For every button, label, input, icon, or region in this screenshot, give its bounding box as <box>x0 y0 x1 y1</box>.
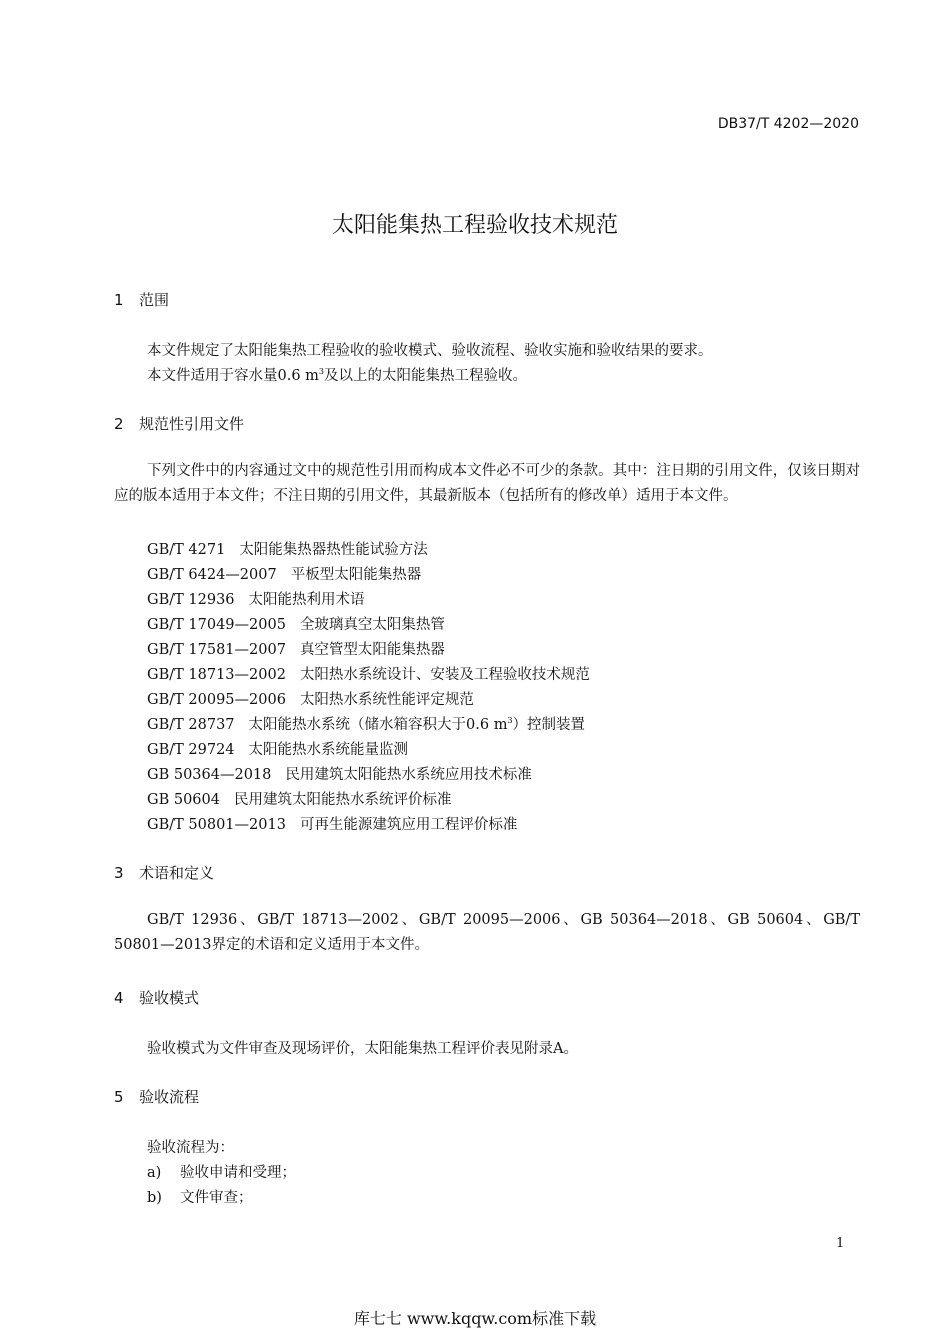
section-title: 术语和定义 <box>139 864 215 882</box>
terms-paragraph: GB/T 12936、GB/T 18713—2002、GB/T 20095—2006、GB 50364—2018、GB 50604、GB/T 50801—2013界定的术语和定义适用于本文件。 <box>114 912 860 953</box>
section-heading-2 <box>114 413 244 434</box>
normative-intro: 下列文件中的内容通过文中的规范性引用而构成本文件必不可少的条款。其中：注日期的引用文件，仅该日期对应的版本适用于本文件；不注日期的引用文件，其最新版本（包括所有的修改单）适用于本文件。 <box>114 463 860 504</box>
section-heading-5 <box>114 1086 199 1107</box>
section-title: 验收流程 <box>139 1088 200 1106</box>
section-title: 范围 <box>139 291 170 309</box>
reference-item: GB/T 6424—2007 平板型太阳能集热器 <box>147 567 422 583</box>
section-number: 5 <box>114 1088 124 1106</box>
section-heading-1 <box>114 289 169 310</box>
reference-item: GB/T 50801—2013 可再生能源建筑应用工程评价标准 <box>147 817 518 833</box>
section-number: 2 <box>114 415 124 433</box>
scope-paragraph-1: 本文件规定了太阳能集热工程验收的验收模式、验收流程、验收实施和验收结果的要求。 <box>147 343 713 359</box>
page-number: 1 <box>836 1236 845 1251</box>
section-heading-3 <box>114 862 214 883</box>
process-intro: 验收流程为： <box>147 1140 234 1156</box>
reference-item: GB/T 20095—2006 太阳热水系统性能评定规范 <box>147 692 474 708</box>
mode-paragraph: 验收模式为文件审查及现场评价，太阳能集热工程评价表见附录A。 <box>147 1041 578 1057</box>
reference-item: GB/T 17049—2005 全玻璃真空太阳集热管 <box>147 617 445 633</box>
section-title: 验收模式 <box>139 989 200 1007</box>
reference-item: GB 50604 民用建筑太阳能热水系统评价标准 <box>147 792 452 808</box>
section-heading-4 <box>114 987 199 1008</box>
reference-item: GB/T 17581—2007 真空管型太阳能集热器 <box>147 642 445 658</box>
section-number: 3 <box>114 864 124 882</box>
reference-item: GB/T 29724 太阳能热水系统能量监测 <box>147 742 409 758</box>
footer-watermark: 库七七 www.kqqw.com标准下载 <box>353 1309 597 1328</box>
reference-item: GB/T 4271 太阳能集热器热性能试验方法 <box>147 542 428 558</box>
reference-item: GB/T 28737 太阳能热水系统（储水箱容积大于0.6 $m^3$）控制装置 <box>147 716 586 733</box>
list-item: b) 文件审查； <box>147 1190 253 1206</box>
reference-item: GB 50364—2018 民用建筑太阳能热水系统应用技术标准 <box>147 767 532 783</box>
list-item: a) 验收申请和受理； <box>147 1165 296 1181</box>
document-title: 太阳能集热工程验收技术规范 <box>331 213 618 238</box>
section-number: 4 <box>114 989 124 1007</box>
scope-paragraph-2: 本文件适用于容水量0.6 $m^3$及以上的太阳能集热工程验收。 <box>147 367 528 384</box>
section-title: 规范性引用文件 <box>139 415 245 433</box>
section-number: 1 <box>114 291 124 309</box>
reference-item: GB/T 18713—2002 太阳热水系统设计、安装及工程验收技术规范 <box>147 667 590 683</box>
document-id: DB37/T 4202—2020 <box>717 116 859 132</box>
reference-item: GB/T 12936 太阳能热利用术语 <box>147 592 365 608</box>
